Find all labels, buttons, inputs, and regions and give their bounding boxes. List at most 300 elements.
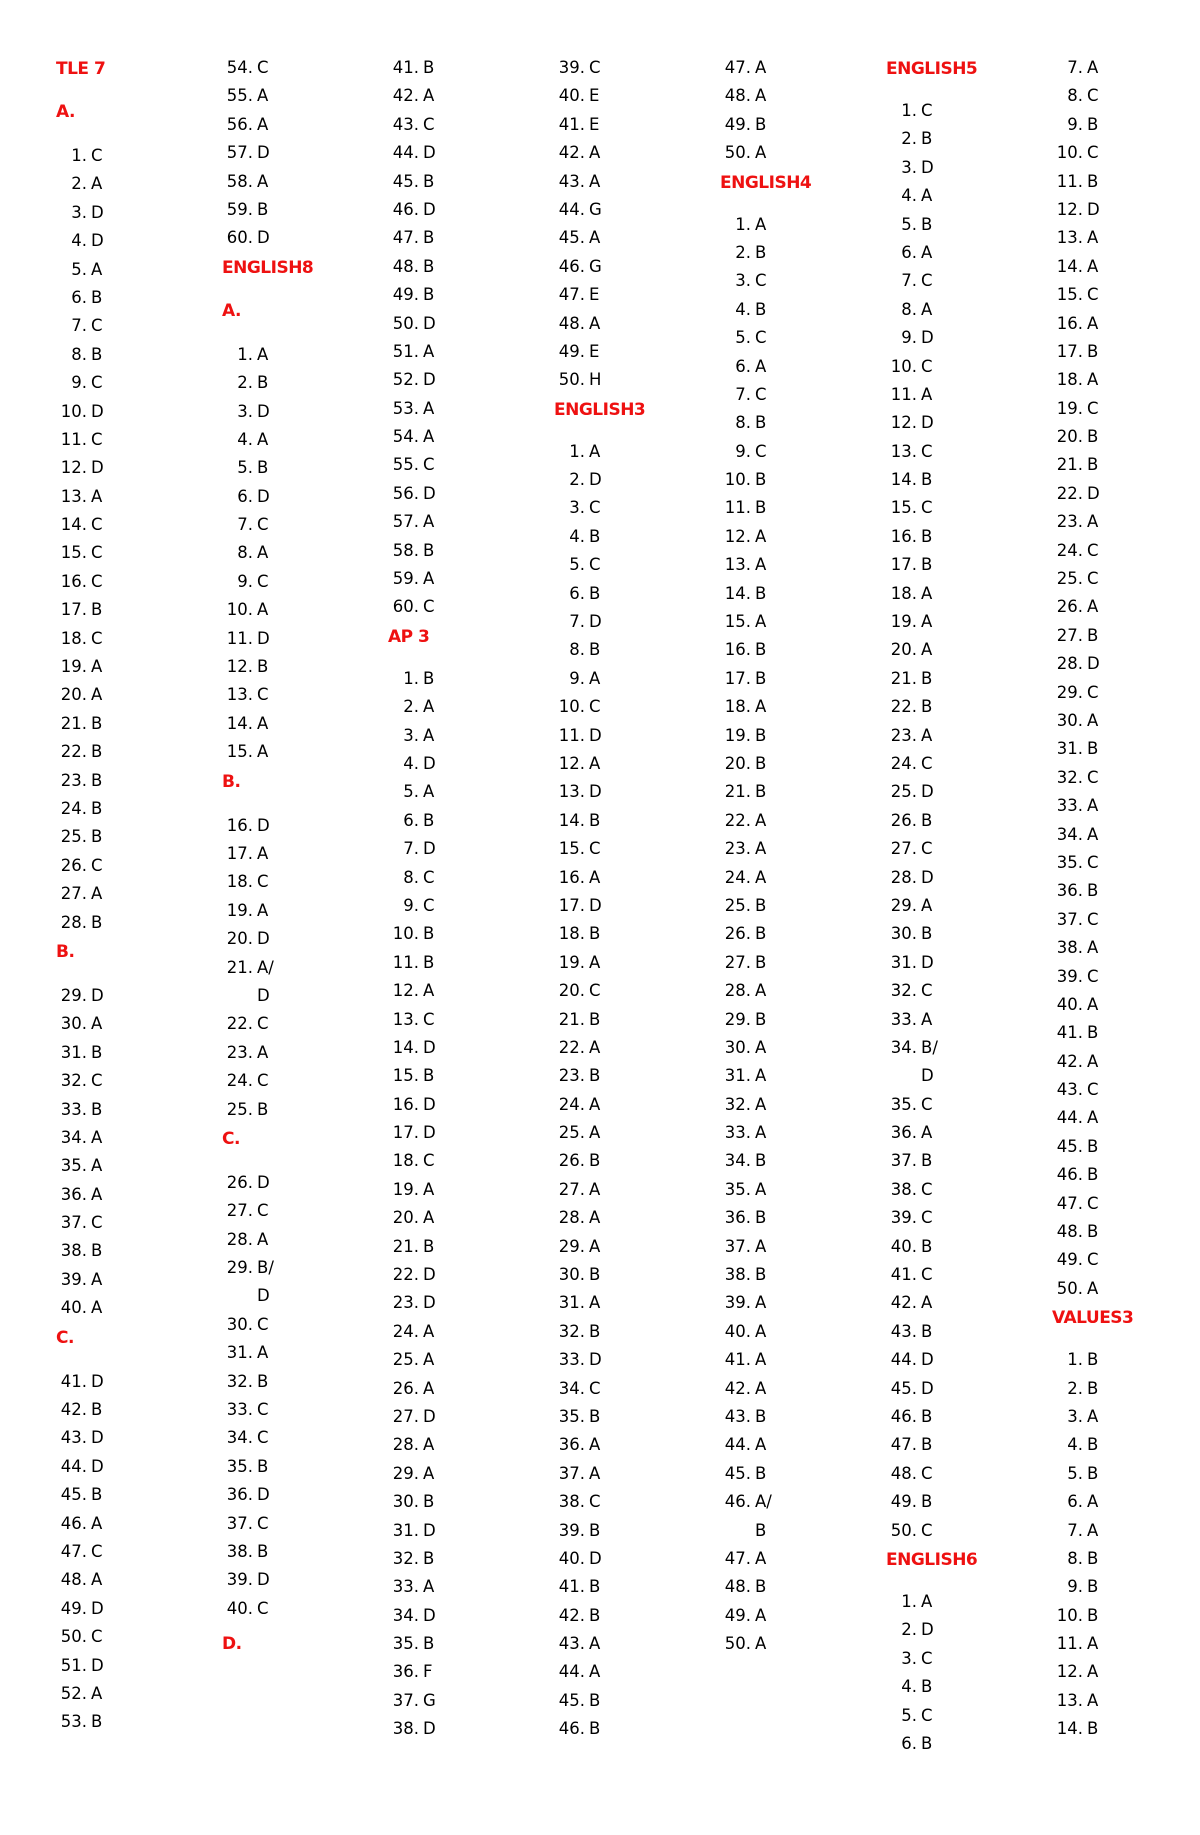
answer-item [56,909,113,937]
answer-item [1052,1431,1133,1459]
item-number: 16. [558,867,585,887]
answer-item [886,324,977,352]
item-number: 27. [724,952,751,972]
answer-item [222,1197,313,1225]
item-answer: A [589,1236,601,1256]
section-heading: ENGLISH8 [222,257,314,278]
item-answer: B [921,924,933,944]
item-number: 49. [60,1598,87,1618]
item-number: 31. [392,1520,419,1540]
item-number: 49. [890,1492,917,1512]
item-answer: B [91,1400,103,1420]
answer-item [388,196,445,224]
answer-item [720,665,811,693]
item-answer: A [257,600,269,620]
item-answer: B [755,299,767,319]
item-answer: B [589,1066,601,1086]
item-answer: A [589,753,601,773]
item-answer: A [423,427,435,447]
item-number: 39. [558,1520,585,1540]
item-number: 32. [558,1321,585,1341]
item-answer: A [423,725,435,745]
item-answer: C [91,515,103,535]
item-answer: B [589,1577,601,1597]
item-answer: A [755,1037,767,1057]
answer-item [554,139,645,167]
answer-item [56,1368,113,1396]
item-answer: C [423,1009,435,1029]
item-answer: D [423,839,436,859]
item-number: 13. [1056,228,1083,248]
item-number: 10. [890,356,917,376]
answer-item [222,840,313,868]
item-number: 37. [1056,909,1083,929]
answer-column [1052,54,1133,1744]
item-answer: A [1087,1634,1099,1654]
item-number: 32. [60,1071,87,1091]
answer-item [1052,480,1133,508]
answer-item [388,338,445,366]
item-answer: D [91,458,104,478]
answer-item [388,1006,445,1034]
item-number: 38. [392,1719,419,1739]
answer-item [1052,111,1133,139]
item-answer: A [423,1179,435,1199]
item-answer: B [589,640,601,660]
item-answer: B [755,413,767,433]
item-number: 45. [724,1463,751,1483]
item-answer: A [91,1127,103,1147]
item-number: 5. [901,1705,917,1725]
item-answer: B [257,1456,269,1476]
section-heading: ENGLISH6 [886,1549,978,1570]
item-number: 10. [1056,1605,1083,1625]
item-answer: D [423,199,436,219]
item-number: 35. [890,1094,917,1114]
item-number: 18. [890,583,917,603]
item-answer: B [589,1690,601,1710]
answer-item [554,1488,645,1516]
item-answer: A [423,782,435,802]
item-answer: D [589,782,602,802]
item-number: 36. [724,1208,751,1228]
answer-item [886,636,977,664]
item-answer: C [921,1094,933,1114]
item-number: 21. [724,782,751,802]
answer-item [554,807,645,835]
item-answer: A [589,1094,601,1114]
answer-item [388,1346,445,1374]
item-number: 27. [226,1201,253,1221]
item-number: 17. [1056,341,1083,361]
answer-item [388,565,445,593]
answer-item [56,568,113,596]
item-answer: C [589,498,601,518]
item-answer: D [91,401,104,421]
item-number: 25. [890,782,917,802]
item-number: 7. [1067,1520,1083,1540]
answer-item [56,142,113,170]
answer-item [222,1396,313,1424]
item-number: 2. [1067,1378,1083,1398]
answer-item [886,125,977,153]
item-number: 37. [890,1151,917,1171]
item-answer: B [423,952,435,972]
answer-item [886,211,977,239]
item-number: 37. [392,1690,419,1710]
answer-item [56,1538,113,1566]
item-answer: C [921,1265,933,1285]
answer-item [388,1034,445,1062]
item-answer: C [755,271,767,291]
answer-item [886,1673,977,1701]
item-number: 6. [1067,1492,1083,1512]
item-number: 58. [226,171,253,191]
item-number: 5. [237,458,253,478]
item-answer: A [423,1350,435,1370]
item-number: 6. [901,1733,917,1753]
answer-item [554,750,645,778]
item-answer: C [257,872,269,892]
item-answer: C [1087,1250,1099,1270]
item-answer: A [755,356,767,376]
item-answer: A [257,900,269,920]
item-number: 48. [724,1577,751,1597]
answer-item [222,1169,313,1197]
answer-item [554,580,645,608]
answer-item [720,409,811,437]
item-number: 25. [392,1350,419,1370]
item-answer: B [921,1677,933,1697]
item-number: 11. [724,498,751,518]
item-number: 2. [901,129,917,149]
item-answer: A [257,1229,269,1249]
item-number: 10. [392,924,419,944]
answer-item [1052,281,1133,309]
item-answer: B [1087,1165,1099,1185]
answer-item [388,281,445,309]
item-answer: D [1087,199,1100,219]
item-number: 2. [735,242,751,262]
item-answer: A [91,1683,103,1703]
answer-item [222,511,313,539]
item-number: 37. [226,1513,253,1533]
item-answer: B [423,810,435,830]
item-answer: A [91,259,103,279]
item-number: 11. [60,429,87,449]
item-number: 20. [392,1208,419,1228]
item-number: 48. [890,1463,917,1483]
item-answer: A [1087,1051,1099,1071]
answer-item [720,977,811,1005]
item-answer: F [423,1662,433,1682]
item-number: 29. [1056,682,1083,702]
answer-item [554,338,645,366]
item-number: 34. [60,1127,87,1147]
item-number: 38. [60,1241,87,1261]
item-number: 59. [392,569,419,589]
item-number: 34. [392,1605,419,1625]
item-answer: C [1087,1080,1099,1100]
answer-item [720,1233,811,1261]
answer-item [720,1091,811,1119]
item-answer: C [257,1314,269,1334]
answer-item [222,1096,313,1124]
answer-item [56,596,113,624]
item-answer: B [755,1463,767,1483]
answer-item [1052,1517,1133,1545]
answer-item [554,82,645,110]
item-answer: C [1087,852,1099,872]
item-number: 45. [558,1690,585,1710]
answer-item [56,1209,113,1237]
item-number: 44. [392,143,419,163]
item-answer: B [423,1492,435,1512]
answer-item [886,778,977,806]
item-number: 16. [60,571,87,591]
answer-item [222,369,313,397]
answer-item [720,324,811,352]
answer-item [388,1488,445,1516]
item-number: 44. [890,1350,917,1370]
item-number: 32. [1056,767,1083,787]
item-answer: B [755,725,767,745]
item-number: 41. [558,1577,585,1597]
item-number: 49. [724,1605,751,1625]
item-answer: C [589,697,601,717]
item-answer: B [755,668,767,688]
answer-item [1052,310,1133,338]
item-number: 44. [60,1456,87,1476]
item-answer: B [755,498,767,518]
item-number: 19. [724,725,751,745]
item-number: 15. [60,543,87,563]
answer-item [1052,991,1133,1019]
answer-item [720,1062,811,1090]
item-answer: B [755,895,767,915]
answer-item [720,1573,811,1601]
item-answer: B [755,1577,767,1597]
item-answer: A [755,1435,767,1455]
item-answer: A [589,1208,601,1228]
item-answer: B [257,1371,269,1391]
answer-item [1052,593,1133,621]
item-number: 28. [890,867,917,887]
answer-item [56,1481,113,1509]
answer-item [222,1039,313,1067]
answer-item [388,1715,445,1743]
answer-item [554,310,645,338]
answer-item [554,920,645,948]
answer-item [554,1545,645,1573]
answer-column [388,54,445,1744]
item-number: 9. [237,571,253,591]
answer-item [554,1289,645,1317]
item-number: 19. [558,952,585,972]
answer-item [56,1039,113,1067]
answer-item [222,483,313,511]
item-number: 43. [60,1428,87,1448]
item-number: 12. [890,413,917,433]
item-answer: B [91,713,103,733]
item-answer: B [921,668,933,688]
item-number: 27. [1056,625,1083,645]
answer-item [554,722,645,750]
item-answer: C [257,1201,269,1221]
item-answer: A [755,1321,767,1341]
answer-item [1052,792,1133,820]
item-number: 10. [724,470,751,490]
answer-item [886,1488,977,1516]
item-answer: B [257,458,269,478]
item-answer: A [589,1662,601,1682]
answer-column [56,54,113,1737]
answer-item [886,1204,977,1232]
answer-item [720,750,811,778]
answer-item [720,608,811,636]
item-number: 10. [558,697,585,717]
item-answer: A [1087,1278,1099,1298]
item-answer: C [589,555,601,575]
item-answer: A [1087,796,1099,816]
answer-item [720,494,811,522]
item-number: 47. [392,228,419,248]
item-answer: B [1087,341,1099,361]
item-answer: D [921,157,934,177]
answer-item [1052,168,1133,196]
item-answer: D [257,486,270,506]
answer-item [1052,224,1133,252]
item-number: 32. [724,1094,751,1114]
item-number: 22. [392,1265,419,1285]
answer-item [554,1658,645,1686]
answer-item [1052,1275,1133,1303]
item-answer: B [1087,1577,1099,1597]
item-answer: C [1087,540,1099,560]
answer-column [554,54,645,1744]
answer-item [1052,537,1133,565]
answer-item [886,1006,977,1034]
answer-item [886,154,977,182]
answer-item [554,551,645,579]
answer-item [56,1181,113,1209]
answer-item [56,795,113,823]
answer-item [720,54,811,82]
item-number: 31. [226,1343,253,1363]
item-answer: C [257,58,269,77]
answer-item [1052,1545,1133,1573]
item-number: 25. [60,827,87,847]
answer-item [1052,1104,1133,1132]
item-answer: B [921,526,933,546]
item-number: 27. [392,1406,419,1426]
item-number: 23. [60,770,87,790]
answer-item [720,1289,811,1317]
answer-item [222,653,313,681]
item-number: 50. [724,143,751,163]
item-number: 11. [890,384,917,404]
item-number: 37. [724,1236,751,1256]
answer-item [886,1034,977,1091]
item-number: 35. [60,1156,87,1176]
answer-item [222,224,313,252]
item-number: 35. [392,1634,419,1654]
answer-item [388,1233,445,1261]
item-answer: A [755,810,767,830]
item-number: 6. [901,242,917,262]
answer-item [720,1460,811,1488]
answer-item [1052,1658,1133,1686]
item-number: 21. [226,957,253,977]
item-number: 22. [558,1037,585,1057]
answer-item [56,256,113,284]
item-answer: D [91,1456,104,1476]
answer-item [56,284,113,312]
item-number: 20. [890,640,917,660]
item-answer: D [91,1598,104,1618]
item-number: 2. [71,174,87,194]
item-answer: C [91,628,103,648]
answer-item [720,438,811,466]
answer-item [886,693,977,721]
item-number: 12. [1056,1662,1083,1682]
item-answer: B [1087,1136,1099,1156]
item-answer: B [589,924,601,944]
answer-item [886,1091,977,1119]
answer-item [1052,764,1133,792]
answer-item [1052,82,1133,110]
item-number: 29. [392,1463,419,1483]
answer-item [886,1588,977,1616]
item-answer: A [755,981,767,1001]
item-answer: B [423,285,435,305]
item-answer: B [755,952,767,972]
item-answer: A [1087,512,1099,532]
answer-item [720,920,811,948]
answer-item [56,483,113,511]
answer-item [720,1006,811,1034]
answer-item [1052,565,1133,593]
answer-item [720,807,811,835]
item-answer: C [921,1463,933,1483]
answer-item [554,168,645,196]
item-answer: A [1087,1492,1099,1512]
item-answer: B [1087,1719,1099,1739]
item-answer: B [755,1151,767,1171]
item-answer: A [589,1634,601,1654]
section-heading: ENGLISH4 [720,172,812,193]
answer-item [56,738,113,766]
item-answer: D [423,483,436,503]
item-answer: A [921,612,933,632]
answer-item [886,608,977,636]
answer-item [554,1346,645,1374]
answer-item [1052,1687,1133,1715]
answer-item [554,1006,645,1034]
item-answer: B [91,827,103,847]
answer-item [554,54,645,82]
item-answer: A [589,171,601,191]
item-number: 11. [392,952,419,972]
answer-item [222,568,313,596]
item-number: 14. [60,515,87,535]
item-answer: C [257,685,269,705]
item-number: 1. [71,146,87,165]
item-number: 37. [60,1213,87,1233]
item-answer: B [921,214,933,234]
item-number: 22. [60,742,87,762]
item-answer: B [1087,1605,1099,1625]
